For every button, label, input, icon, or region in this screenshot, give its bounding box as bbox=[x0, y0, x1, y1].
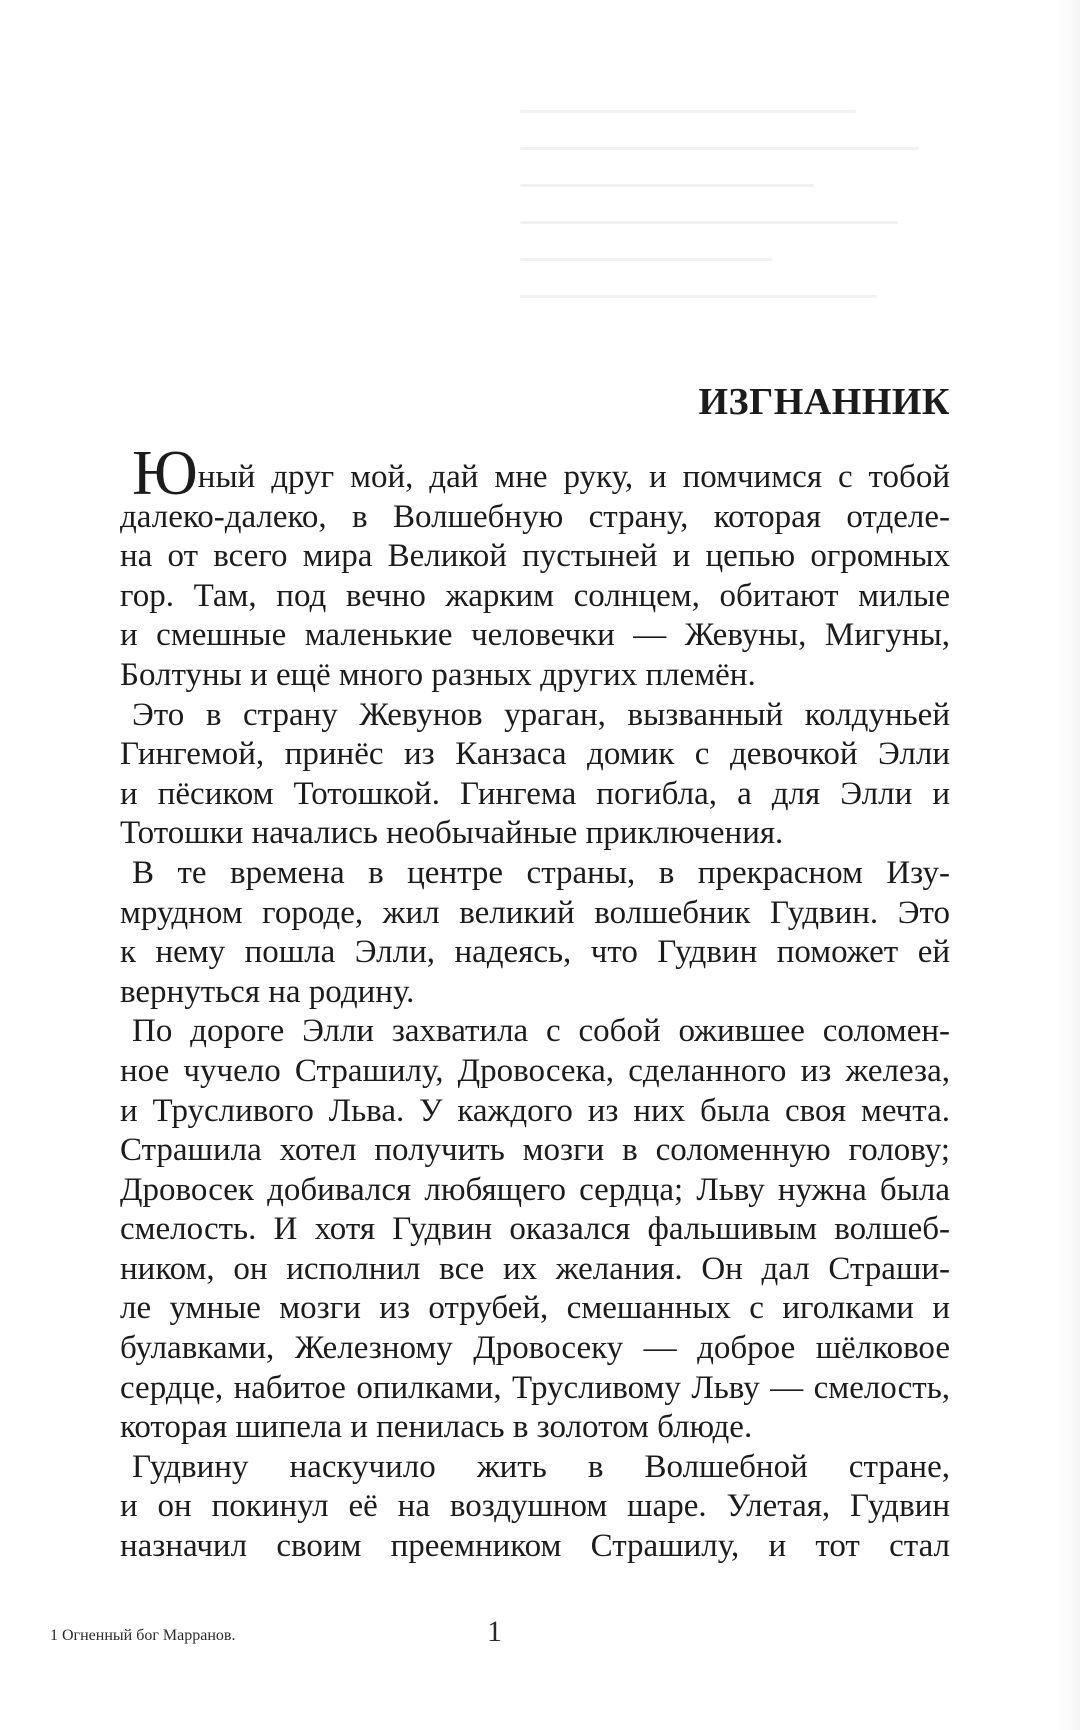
text-line: Болтуны и ещё много разных других племён. bbox=[120, 656, 756, 693]
text-line: и смешные маленькие человечки — Жевуны, Мигуны, bbox=[120, 617, 950, 654]
text-line: Это в страну Жевунов ураган, вызванный колдуньей bbox=[132, 696, 950, 733]
text-line: и пёсиком Тотошкой. Гингема погибла, а для Элли и bbox=[120, 775, 950, 812]
text-line: Гудвину наскучило жить в Волшебной стране, bbox=[132, 1448, 950, 1485]
text-line: Гингемой, принёс из Канзаса домик с девочкой Элли bbox=[120, 736, 950, 773]
text-line-1 bbox=[120, 437, 950, 508]
text-line: которая шипела и пенилась в золотом блюде. bbox=[120, 1409, 753, 1446]
footer-book-title: 1 Огненный бог Марранов. bbox=[50, 1627, 236, 1644]
text-line: Страшила хотел получить мозги в соломенную голову; bbox=[120, 1132, 950, 1169]
text-line: Дровосек добивался любящего сердца; Льву нужна была bbox=[120, 1171, 950, 1208]
text-line: далеко-далеко, в Волшебную страну, которая отделе- bbox=[120, 498, 950, 535]
text-line: мрудном городе, жил великий волшебник Гудвин. Это bbox=[120, 894, 950, 931]
text-line: сердце, набитое опилками, Трусливому Льву — смелость, bbox=[120, 1369, 950, 1406]
text-line: назначил своим преемником Страшилу, и тот стал bbox=[120, 1528, 950, 1565]
text-line: смелость. И хотя Гудвин оказался фальшивым волшеб- bbox=[120, 1211, 950, 1248]
text-line: и он покинул её на воздушном шаре. Улетая, Гудвин bbox=[120, 1488, 950, 1525]
scan-edge-shading bbox=[1054, 0, 1080, 1730]
drop-cap: Ю bbox=[132, 437, 198, 508]
body-text bbox=[120, 437, 950, 1567]
text-line: на от всего мира Великой пустыней и цепью огромных bbox=[120, 538, 950, 575]
text-line: булавками, Железному Дровосеку — доброе шёлковое bbox=[120, 1330, 950, 1367]
text-line: ное чучело Страшилу, Дровосека, сделанного из железа, bbox=[120, 1052, 950, 1089]
text-line: вернуться на родину. bbox=[120, 973, 415, 1010]
text-line-1-rest: ный друг мой, дай мне руку, и помчимся с тобой bbox=[197, 459, 950, 495]
chapter-title: ИЗГНАННИК bbox=[698, 381, 950, 423]
text-line: к нему пошла Элли, надеясь, что Гудвин поможет ей bbox=[120, 934, 950, 971]
text-line: В те времена в центре страны, в прекрасном Изу- bbox=[132, 854, 950, 891]
text-line: гор. Там, под вечно жарким солнцем, обитают милые bbox=[120, 577, 950, 614]
page-number: 1 bbox=[487, 1615, 502, 1648]
text-line: По дороге Элли захватила с собой ожившее соломен- bbox=[132, 1013, 950, 1050]
text-line: и Трусливого Льва. У каждого из них была своя мечта. bbox=[120, 1092, 950, 1129]
show-through-bleed bbox=[520, 110, 940, 370]
text-line: ником, он исполнил все их желания. Он дал Страши- bbox=[120, 1250, 950, 1287]
text-line: Тотошки начались необычайные приключения. bbox=[120, 815, 784, 852]
text-line: ле умные мозги из отрубей, смешанных с иголками и bbox=[120, 1290, 950, 1327]
